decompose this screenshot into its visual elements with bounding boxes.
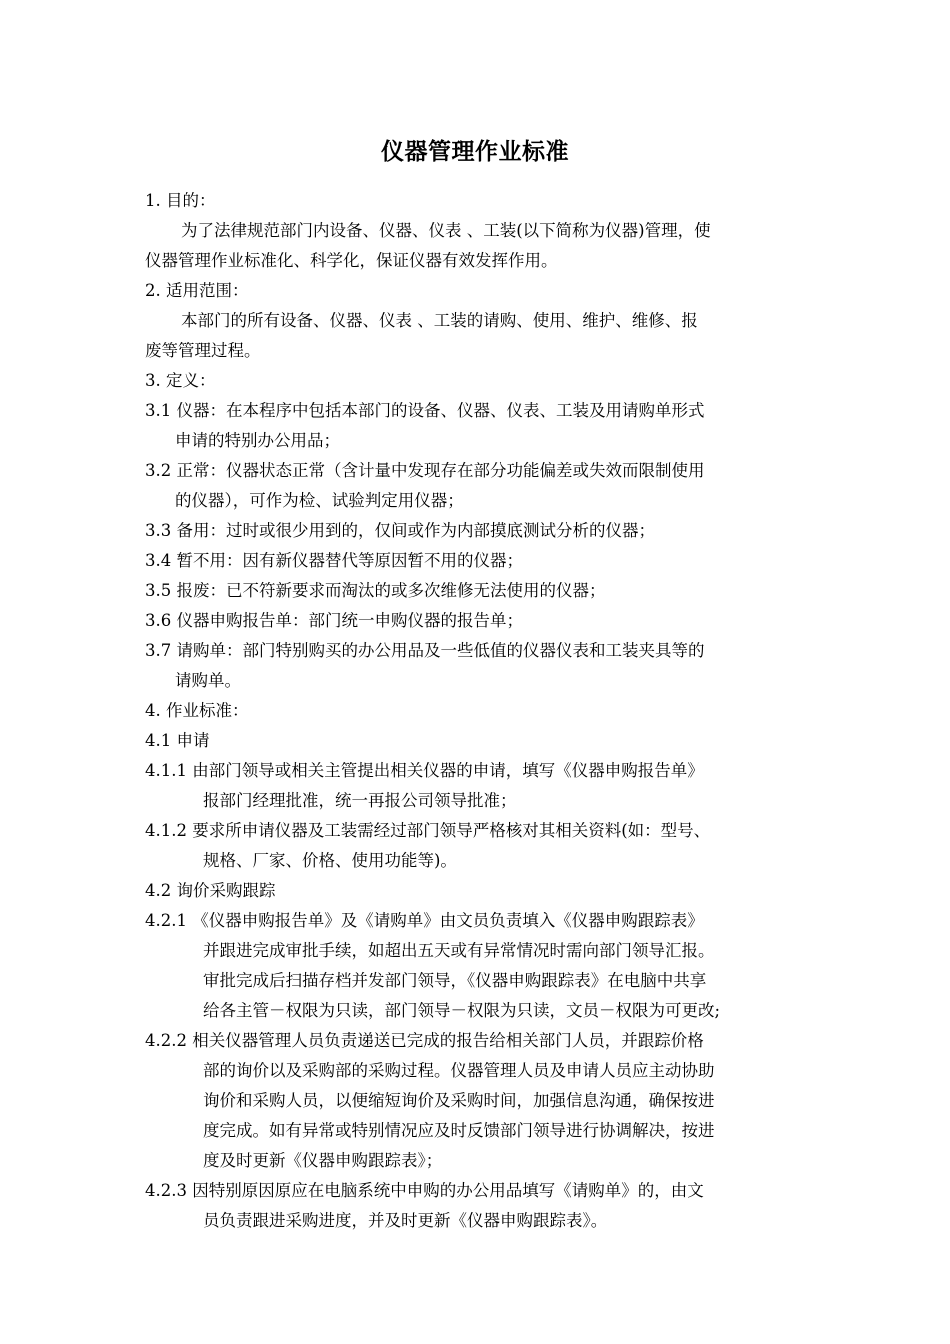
clause-item: 4.1.2 要求所申请仪器及工装需经过部门领导严格核对其相关资料(如：型号、 <box>145 821 711 840</box>
paragraph-line: 仪器管理作业标准化、科学化，保证仪器有效发挥作用。 <box>145 251 558 270</box>
clause-continuation: 审批完成后扫描存档并发部门领导，《仪器申购跟踪表》在电脑中共享 <box>203 971 707 990</box>
clause-continuation: 并跟进完成审批手续，如超出五天或有异常情况时需向部门领导汇报。 <box>203 941 715 960</box>
definition-item: 3.4 暂不用：因有新仪器替代等原因暂不用的仪器； <box>145 551 523 570</box>
clause-continuation: 度完成。如有异常或特别情况应及时反馈部门领导进行协调解决，按进 <box>203 1121 715 1140</box>
paragraph-line: 为了法律规范部门内设备、仪器、仪表 、工装(以下简称为仪器)管理，使 <box>181 221 711 240</box>
clause-continuation: 部的询价以及采购部的采购过程。仪器管理人员及申请人员应主动协助 <box>203 1061 715 1080</box>
definition-continuation: 申请的特别办公用品； <box>175 431 340 450</box>
section-heading: 2. 适用范围： <box>145 281 249 300</box>
clause-item: 4.1.1 由部门领导或相关主管提出相关仪器的申请，填写《仪器申购报告单》 <box>145 761 704 780</box>
clause-continuation: 规格、厂家、价格、使用功能等)。 <box>203 851 457 870</box>
definition-item: 3.7 请购单：部门特别购买的办公用品及一些低值的仪器仪表和工装夹具等的 <box>145 641 705 660</box>
clause-item: 4.2.3 因特别原因原应在电脑系统中申购的办公用品填写《请购单》的，由文 <box>145 1181 704 1200</box>
clause-item: 4.2.2 相关仪器管理人员负责递送已完成的报告给相关部门人员，并跟踪价格 <box>145 1031 704 1050</box>
clause-continuation: 给各主管－权限为只读，部门领导－权限为只读，文员－权限为可更改; <box>203 1001 721 1020</box>
definition-item: 3.5 报废：已不符新要求而淘汰的或多次维修无法使用的仪器； <box>145 581 606 600</box>
section-heading: 3. 定义： <box>145 371 216 390</box>
section-heading: 4. 作业标准： <box>145 701 249 720</box>
subsection-heading: 4.2 询价采购跟踪 <box>145 881 276 900</box>
section-heading: 1. 目的： <box>145 191 216 210</box>
definition-continuation: 请购单。 <box>175 671 241 690</box>
clause-continuation: 报部门经理批准，统一再报公司领导批准； <box>203 791 517 810</box>
clause-continuation: 询价和采购人员，以便缩短询价及采购时间，加强信息沟通，确保按进 <box>203 1091 715 1110</box>
clause-item: 4.2.1 《仪器申购报告单》及《请购单》由文员负责填入《仪器申购跟踪表》 <box>145 911 704 930</box>
definition-item: 3.2 正常：仪器状态正常（含计量中发现存在部分功能偏差或失效而限制使用 <box>145 461 705 480</box>
definition-item: 3.1 仪器：在本程序中包括本部门的设备、仪器、仪表、工装及用请购单形式 <box>145 401 705 420</box>
paragraph-line: 废等管理过程。 <box>145 341 261 360</box>
document-body <box>145 186 805 1236</box>
definition-item: 3.3 备用：过时或很少用到的，仅间或作为内部摸底测试分析的仪器； <box>145 521 655 540</box>
document-title: 仪器管理作业标准 <box>381 139 569 165</box>
subsection-heading: 4.1 申请 <box>145 731 210 750</box>
clause-continuation: 员负责跟进采购进度，并及时更新《仪器申购跟踪表》。 <box>203 1211 608 1230</box>
paragraph-line: 本部门的所有设备、仪器、仪表 、工装的请购、使用、维护、维修、报 <box>181 311 698 330</box>
clause-continuation: 度及时更新《仪器申购跟踪表》； <box>203 1151 443 1170</box>
definition-continuation: 的仪器），可作为检、试验判定用仪器； <box>175 491 464 510</box>
definition-item: 3.6 仪器申购报告单：部门统一申购仪器的报告单； <box>145 611 523 630</box>
